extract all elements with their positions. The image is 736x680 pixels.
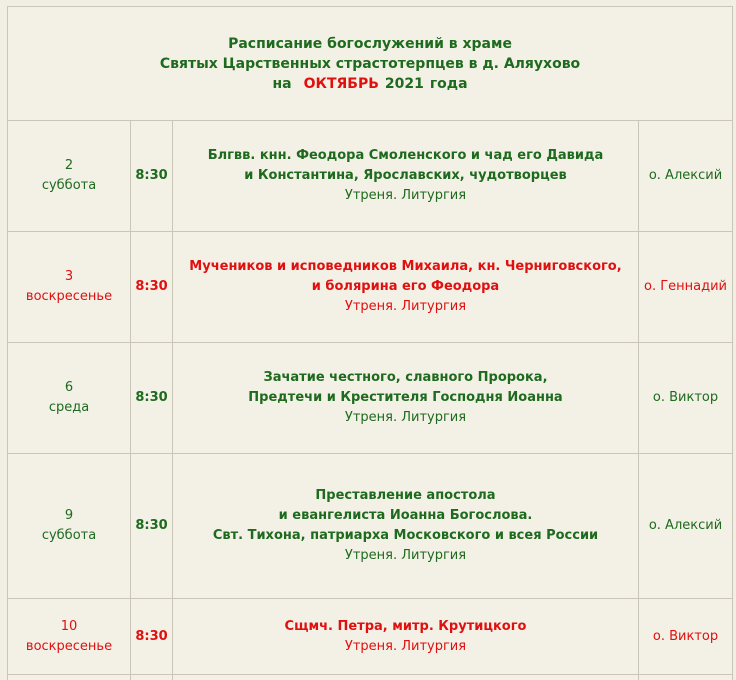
service-time: 8:30	[131, 232, 173, 343]
feast-cell	[173, 232, 639, 343]
day-number: 2	[64, 158, 74, 173]
time-cell	[131, 675, 173, 680]
service-time: 8:30	[131, 343, 173, 454]
header-month: ОКТЯБРЬ	[303, 75, 379, 92]
feast-line: Свт. Тихона, патриарха Московского и всея России	[212, 528, 599, 543]
feast-line: Сщмч. Петра, митр. Крутицкого	[284, 618, 527, 634]
weekday: суббота	[41, 178, 97, 193]
date-cell	[8, 454, 131, 599]
weekday: воскресенье	[25, 289, 113, 304]
schedule-row	[8, 121, 733, 232]
feast-line: Мучеников и исповедников Михаила, кн. Черниговского,	[189, 259, 622, 274]
weekday: среда	[48, 400, 90, 415]
priest-cell: о. Виктор	[639, 599, 733, 675]
header-prefix: на	[272, 75, 292, 92]
feast-cell	[173, 343, 639, 454]
feast-cell	[173, 454, 639, 599]
priest-cell: о. Алексий	[639, 454, 733, 599]
header-church-name: Святых Царственных страстотерпцев в д. Аляухово	[159, 55, 581, 72]
date-cell	[8, 599, 131, 675]
schedule-header-row	[8, 7, 733, 121]
weekday: суббота	[41, 528, 97, 543]
feast-line: и болярина его Феодора	[311, 279, 500, 294]
day-number: 9	[64, 508, 74, 523]
schedule-table	[7, 6, 733, 680]
day-number: 10	[60, 618, 78, 634]
header-year: 2021	[384, 75, 424, 92]
schedule-row	[8, 343, 733, 454]
weekday: воскресенье	[25, 638, 113, 654]
date-cell	[8, 121, 131, 232]
feast-line: Преставление апостола	[315, 488, 496, 503]
schedule-row	[8, 599, 733, 675]
date-cell	[8, 675, 131, 680]
header-suffix: года	[429, 75, 468, 92]
header-month-line	[8, 74, 732, 94]
service-type: Утреня. Литургия	[344, 188, 467, 203]
service-type: Утреня. Литургия	[344, 410, 467, 425]
service-time: 8:30	[131, 599, 173, 675]
service-type: Утреня. Литургия	[344, 548, 467, 563]
date-cell	[8, 232, 131, 343]
schedule-row	[8, 454, 733, 599]
feast-line: и евангелиста Иоанна Богослова.	[278, 508, 533, 523]
service-type: Утреня. Литургия	[344, 638, 467, 654]
service-time: 8:30	[131, 454, 173, 599]
feast-cell	[173, 675, 639, 680]
schedule-row	[8, 232, 733, 343]
header-title: Расписание богослужений в храме	[228, 35, 512, 52]
feast-cell	[173, 599, 639, 675]
feast-line: и Константина, Ярославских, чудотворцев	[244, 168, 567, 183]
date-cell	[8, 343, 131, 454]
schedule-sheet	[7, 6, 732, 680]
schedule-header	[8, 7, 733, 121]
service-type: Утреня. Литургия	[344, 299, 467, 314]
feast-line: Блгвв. кнн. Феодора Смоленского и чад его Давида	[207, 148, 604, 163]
day-number: 6	[64, 380, 74, 395]
priest-cell: о. Геннадий	[639, 232, 733, 343]
schedule-row-partial	[8, 675, 733, 680]
priest-cell: о. Виктор	[639, 343, 733, 454]
day-number: 3	[64, 269, 74, 284]
feast-line: Предтечи и Крестителя Господня Иоанна	[248, 390, 563, 405]
feast-line: Зачатие честного, славного Пророка,	[263, 370, 548, 385]
feast-cell	[173, 121, 639, 232]
priest-cell	[639, 675, 733, 680]
service-time: 8:30	[131, 121, 173, 232]
priest-cell: о. Алексий	[639, 121, 733, 232]
